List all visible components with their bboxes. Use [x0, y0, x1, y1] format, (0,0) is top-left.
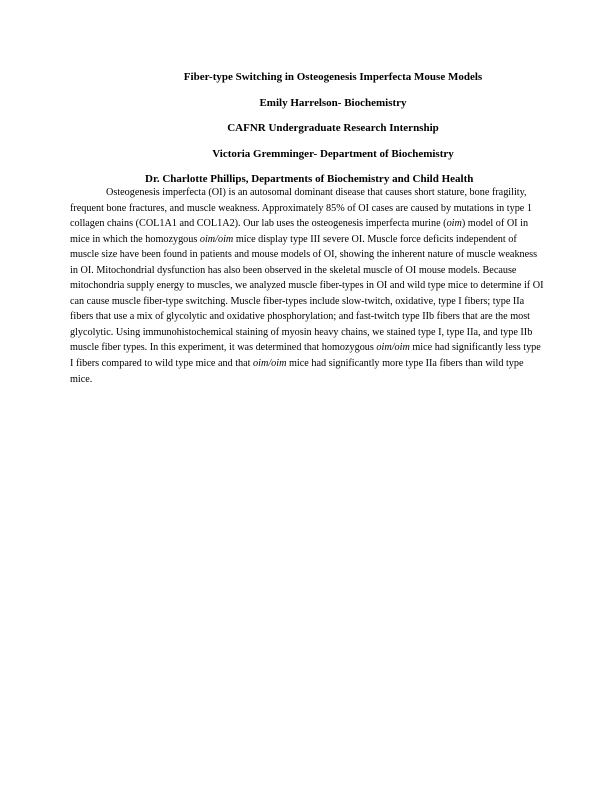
oim-oim-term: oim/oim — [199, 233, 234, 245]
paper-title: Fiber-type Switching in Osteogenesis Imperfecta Mouse Models — [183, 71, 483, 83]
mentor-name: Victoria Gremminger- Department of Biochemistry — [212, 147, 454, 160]
abstract-text-1: Osteogenesis imperfecta (OI) is an autosomal dominant disease that causes short stature, bone fragility, frequent bone fractures, and muscle weakness. Approximately 85% of OI cases are caused by mutations in type 1 collagen chains (COL1A1 and COL1A2). Our lab uses the osteogenesis imperfecta murine ( — [70, 187, 532, 230]
abstract-text-4: mice had significantly less type I fibers compared to wild type mice and that — [70, 342, 541, 370]
abstract-text-5: mice had significantly more type IIa fibers than wild type mice. — [70, 358, 524, 385]
abstract-paragraph — [70, 185, 544, 387]
abstract-text-3: mice display type III severe OI. Muscle force deficits independent of muscle size have been found in patients and mouse models of OI, showing the inherent nature of muscle weakness in OI. Mitochondrial dysfunction has also been observed in the skeletal muscle of OI mouse models. Because mitochondria supply energy to muscles, we analyzed muscle fiber-types in OI and wild type mice to determine if OI can cause muscle fiber-type switching. Muscle fiber-types include slow-twitch, oxidative, type I fibers; type IIa fibers that use a mix of glycolytic and oxidative phosphorylation; and fast-twitch type IIb fibers that are the most glycolytic. Using immunohistochemical staining of myosin heavy chains, we stained type I, type IIa, and type IIb muscle fiber types. In this experiment, it was determined that homozygous — [70, 233, 544, 354]
oim-oim-term: oim/oim — [253, 358, 287, 370]
program-name: CAFNR Undergraduate Research Internship — [227, 122, 439, 134]
abstract-body — [70, 185, 544, 387]
document-header — [72, 70, 594, 198]
oim-oim-term: oim/oim — [376, 342, 410, 354]
student-name: Emily Harrelson- Biochemistry — [259, 96, 407, 109]
advisor-name: Dr. Charlotte Phillips, Departments of Biochemistry and Child Health — [145, 173, 474, 185]
abstract-text-2: ) model of OI in mice in which the homozygous — [70, 218, 529, 245]
oim-term: oim — [446, 218, 462, 230]
